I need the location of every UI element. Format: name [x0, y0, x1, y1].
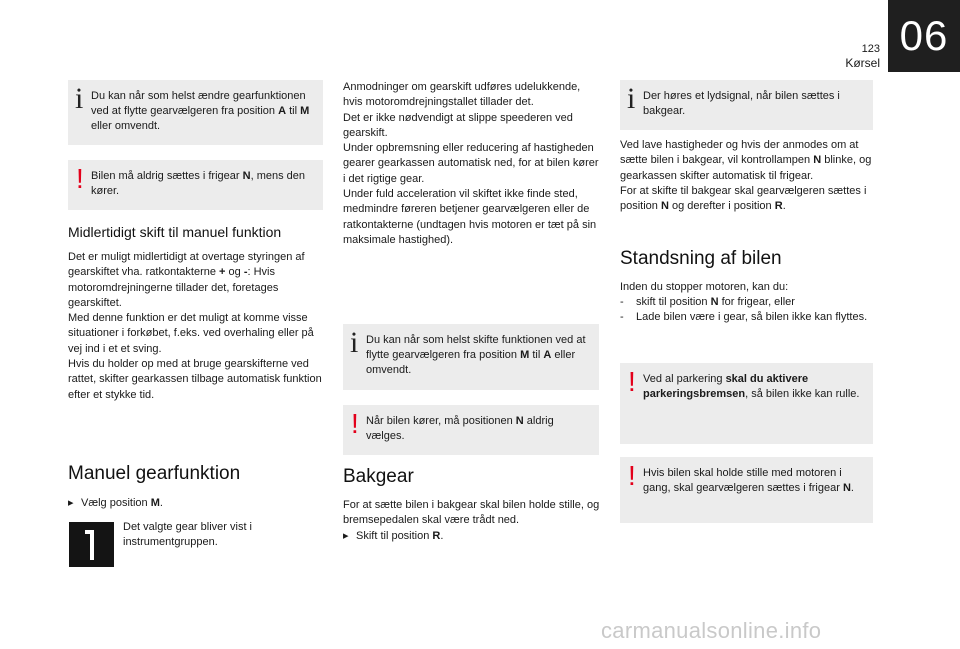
info-box-switch-mode	[343, 324, 599, 390]
warning-icon: !	[628, 460, 636, 491]
info-icon: i	[627, 82, 636, 115]
paragraph: blinke, og gearkassen skifter automatisk til frigear.	[620, 154, 872, 182]
bold-n: N	[515, 415, 524, 427]
paragraph: og derefter i position	[668, 200, 775, 213]
info-icon: i	[75, 82, 84, 115]
info-box-change-mode	[68, 80, 323, 145]
bold-text: skal du aktivere parkeringsbremsen	[643, 373, 809, 400]
info-box-reverse-signal	[620, 80, 873, 130]
list-text: skift til position	[636, 296, 711, 308]
step-text: Skift til position	[356, 529, 433, 542]
paragraph: og	[225, 266, 244, 279]
info-text: til	[286, 105, 301, 117]
page-number-block	[845, 43, 880, 70]
info-text: til	[529, 349, 544, 361]
bold-m: M	[300, 105, 310, 117]
bold-m: M	[520, 349, 530, 361]
step-text: Vælg position	[81, 497, 151, 509]
list-dash: -	[620, 296, 624, 308]
info-text: Du kan når som helst ændre gearfunktionen ved at flytte gearvælgeren fra position	[91, 90, 306, 117]
bold-plus: +	[219, 266, 226, 279]
chapter-title: Kørsel	[845, 56, 880, 70]
gear-indicator-icon	[69, 522, 114, 567]
reverse-text	[343, 498, 601, 544]
info-text: Der høres et lydsignal, når bilen sættes i bakgear.	[643, 90, 840, 117]
paragraph: Med denne funktion er det muligt at komme visse situationer i forkøbet, f.eks. ved overhaling eller på vej ind i et et sving.	[68, 312, 314, 355]
bold-n: N	[660, 200, 669, 213]
step-bullet-icon: ▸	[343, 529, 349, 542]
paragraph: .	[782, 200, 786, 213]
info-text: eller omvendt.	[366, 349, 576, 376]
warning-text: , mens den kører.	[91, 170, 305, 197]
section-title-reverse: Bakgear	[343, 466, 414, 487]
warning-text: Når bilen kører, må positionen	[366, 415, 516, 427]
list-item	[620, 310, 874, 325]
bold-r: R	[432, 529, 441, 542]
bold-n: N	[710, 296, 719, 308]
warning-text: .	[850, 482, 854, 494]
paragraph: Ved lave hastigheder og hvis der anmodes om at sætte bilen i bakgear, vil kontrollampen	[620, 139, 859, 167]
bold-m: M	[150, 497, 160, 509]
paragraph: Anmodninger om gearskift udføres udelukkende, hvis motoromdrejningstallet tillader det.	[343, 81, 581, 109]
temporary-manual-text	[68, 250, 326, 403]
section-title-manual-mode: Manuel gearfunktion	[68, 463, 241, 484]
warning-box-neutral	[68, 160, 323, 210]
stop-list	[620, 295, 874, 326]
warning-icon: !	[628, 366, 636, 397]
step-text: .	[440, 529, 444, 542]
watermark: carmanualsonline.info	[601, 618, 822, 643]
paragraph: Hvis du holder op med at bruge gearskifterne ved rattet, skifter gearkassen tilbage automatisk funktion efter et stykke tid.	[68, 358, 322, 401]
paragraph: For at skifte til bakgear skal gearvælgeren sættes i position	[620, 184, 867, 213]
section-title-temporary-manual: Midlertidigt skift til manuel funktion	[68, 224, 282, 240]
bold-n: N	[842, 482, 851, 494]
warning-text: aldrig vælges.	[366, 415, 554, 442]
warning-text: , så bilen ikke kan rulle.	[745, 388, 860, 400]
page-number: 123	[861, 43, 880, 55]
step-bullet-icon: ▸	[68, 497, 74, 509]
warning-box-no-neutral	[343, 405, 599, 455]
warning-text: Hvis bilen skal holde stille med motoren i gang, skal gearvælgeren sættes i frigear	[643, 467, 843, 494]
gearshift-info-text	[343, 80, 601, 248]
warning-text: Bilen må aldrig sættes i frigear	[91, 170, 243, 182]
stop-intro: Inden du stopper motoren, kan du:	[620, 281, 789, 293]
info-text: Du kan når som helst skifte funktionen ved at flytte gearvælgeren fra position	[366, 334, 586, 361]
section-title-stopping: Standsning af bilen	[620, 248, 782, 269]
warning-box-parking-brake	[620, 363, 873, 444]
bold-minus: -	[243, 266, 248, 279]
list-text: for frigear, eller	[718, 296, 795, 308]
list-text: Lade bilen være i gear, så bilen ikke kan flyttes.	[636, 311, 868, 324]
step-text: .	[159, 497, 163, 509]
manual-mode-note: Det valgte gear bliver vist i instrumentgruppen.	[123, 521, 252, 549]
paragraph: For at sætte bilen i bakgear skal bilen holde stille, og bremsepedalen skal være trådt ned.	[343, 499, 600, 527]
paragraph: Det er ikke nødvendigt at slippe speederen ved gearskift.	[343, 111, 573, 139]
chapter-tab: 06	[888, 0, 960, 72]
list-dash: -	[620, 311, 624, 324]
warning-text: Ved al parkering	[643, 373, 726, 385]
bold-n: N	[813, 154, 822, 167]
paragraph: : Hvis motoromdrejningerne tillader det, foretages gearskiftet.	[68, 266, 279, 309]
bold-n: N	[242, 170, 251, 182]
paragraph: Under fuld acceleration vil skiftet ikke finde sted, medmindre føreren betjener gearvælgeren eller de ratkontakterne (undtagen hvis motoren er tæt på sin maksimale hastighed).	[343, 188, 597, 246]
manual-mode-step	[68, 496, 323, 511]
warning-box-idle-neutral	[620, 457, 873, 523]
info-icon: i	[350, 326, 359, 359]
reverse-low-speed-text	[620, 138, 874, 214]
bold-a: A	[543, 349, 552, 361]
warning-icon: !	[76, 163, 84, 194]
list-item	[620, 295, 874, 310]
bold-r: R	[774, 200, 783, 213]
paragraph: Det er muligt midlertidigt at overtage styringen af gearskiftet vha. ratkontakterne	[68, 251, 305, 279]
paragraph: Under opbremsning eller reducering af hastigheden gearer gearkassen automatisk ned, for at bilen kører i det rigtige gear.	[343, 142, 599, 185]
info-text: eller omvendt.	[91, 120, 161, 132]
bold-a: A	[278, 105, 287, 117]
warning-icon: !	[351, 408, 359, 439]
